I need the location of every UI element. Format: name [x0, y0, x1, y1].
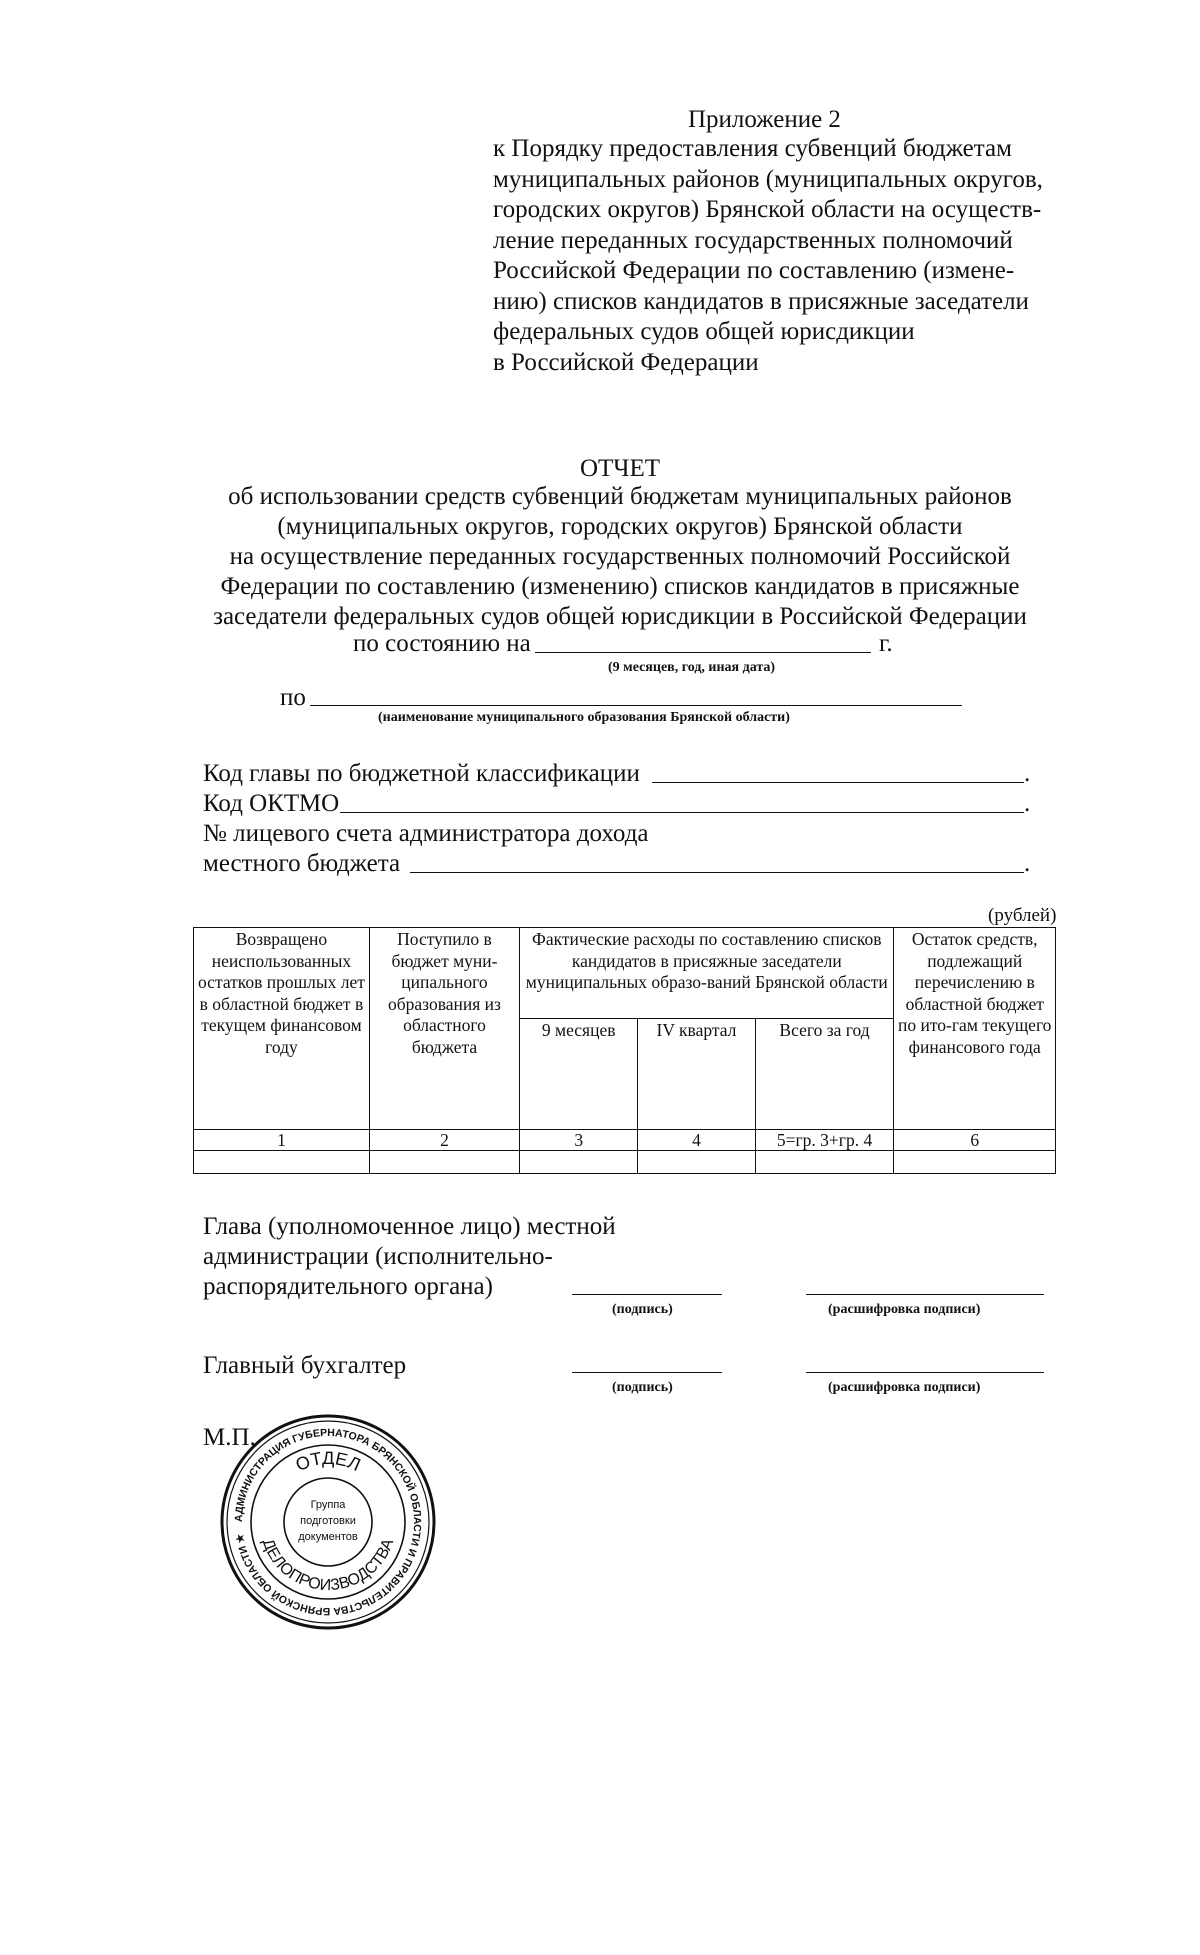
appendix-title: Приложение 2: [688, 106, 841, 133]
cell-q4[interactable]: [638, 1151, 755, 1174]
appendix-line: городских округов) Брянской области на осуществ-: [493, 196, 1042, 223]
head-line: Глава (уполномоченное лицо) местной: [203, 1213, 616, 1240]
as-of-date-field[interactable]: [535, 652, 871, 653]
appendix-line: федеральных судов общей юрисдикции: [493, 318, 915, 345]
report-subtitle: [150, 482, 1090, 632]
account-label-1: № лицевого счета администратора дохода: [203, 820, 649, 847]
accountant-decoding-hint: (расшифровка подписи): [828, 1380, 981, 1395]
column-number: 2: [369, 1130, 519, 1151]
chief-code-dot: .: [1024, 760, 1031, 787]
report-line: (муниципальных округов, городских округов) Брянской области: [277, 513, 963, 540]
cell-remainder[interactable]: [894, 1151, 1056, 1174]
report-line: об использовании средств субвенций бюджетам муниципальных районов: [228, 483, 1012, 510]
header-total-year: Всего за год: [755, 1019, 894, 1130]
report-line: на осуществление переданных государственных полномочий Российской: [229, 543, 1011, 570]
cell-received[interactable]: [369, 1151, 519, 1174]
chief-code-field[interactable]: [652, 782, 1024, 783]
column-number: 1: [194, 1130, 370, 1151]
account-dot: .: [1024, 850, 1031, 877]
municipality-field[interactable]: [310, 705, 962, 706]
as-of-hint: (9 месяцев, год, иная дата): [608, 660, 776, 675]
header-returned: Возвращено неиспользованных остатков прошлых лет в областной бюджет в текущем финансовом году: [194, 928, 370, 1130]
oktmo-field[interactable]: [340, 812, 1024, 813]
header-q4: IV квартал: [638, 1019, 755, 1130]
stamp-mid-top-text: ОТДЕЛ: [292, 1447, 364, 1476]
header-remainder: Остаток средств, подлежащий перечислению в областной бюджет по ито-гам текущего финансового года: [894, 928, 1056, 1130]
accountant-decoding-field[interactable]: [806, 1372, 1044, 1373]
header-actual-expenses: Фактические расходы по составлению списков кандидатов в присяжные заседатели муниципальных образо-ваний Брянской области: [520, 928, 894, 1019]
report-table: [193, 927, 1056, 1174]
seal-place-label: М.П.: [203, 1424, 256, 1451]
oktmo-label: Код ОКТМО: [203, 790, 340, 817]
stamp-center-line: Группа: [310, 1499, 346, 1511]
header-received: Поступило в бюджет муни-ципального образования из областного бюджета: [369, 928, 519, 1130]
appendix-text: [493, 134, 1043, 378]
report-title: ОТЧЕТ: [579, 455, 661, 482]
column-number: 3: [520, 1130, 638, 1151]
stamp-center-line: документов: [298, 1531, 358, 1543]
stamp: [218, 1412, 438, 1632]
by-label: по: [280, 684, 306, 711]
account-label-2: местного бюджета: [203, 850, 401, 877]
appendix-line: ление переданных государственных полномочий: [493, 226, 1013, 254]
head-signatory: [203, 1212, 616, 1302]
appendix-line: нию) списков кандидатов в присяжные заседатели: [493, 287, 1029, 315]
accountant-signature-field[interactable]: [572, 1372, 722, 1373]
cell-total-year[interactable]: [755, 1151, 894, 1174]
appendix-line: Российской Федерации по составлению (измене-: [493, 257, 1015, 284]
by-hint: (наименование муниципального образования Брянской области): [378, 710, 790, 725]
accountant-label: Главный бухгалтер: [203, 1352, 407, 1379]
head-line: распорядительного органа): [203, 1273, 493, 1300]
cell-returned[interactable]: [194, 1151, 370, 1174]
accountant-signature-hint: (подпись): [612, 1380, 673, 1395]
cell-nine-months[interactable]: [520, 1151, 638, 1174]
header-nine-months: 9 месяцев: [520, 1019, 638, 1130]
head-decoding-field[interactable]: [806, 1294, 1044, 1295]
year-suffix: г.: [879, 630, 893, 657]
chief-code-label: Код главы по бюджетной классификации: [203, 760, 640, 787]
table-unit: (рублей): [988, 905, 1057, 926]
account-field[interactable]: [410, 872, 1024, 873]
appendix-line: муниципальных районов (муниципальных округов,: [493, 165, 1043, 193]
report-line: заседатели федеральных судов общей юрисдикции в Российской Федерации: [213, 603, 1027, 630]
column-number: 6: [894, 1130, 1056, 1151]
oktmo-dot: .: [1024, 790, 1031, 817]
head-decoding-hint: (расшифровка подписи): [828, 1302, 981, 1317]
report-line: Федерации по составлению (изменению) списков кандидатов в присяжные: [220, 573, 1020, 600]
head-line: администрации (исполнительно-: [203, 1243, 553, 1270]
column-number: 4: [638, 1130, 755, 1151]
stamp-mid-bottom-text: ДЕЛОПРОИЗВОДСТВА: [258, 1536, 398, 1595]
column-number: 5=гр. 3+гр. 4: [755, 1130, 894, 1151]
as-of-label: по состоянию на: [353, 630, 531, 657]
stamp-center-line: подготовки: [300, 1515, 356, 1527]
appendix-line: в Российской Федерации: [493, 348, 759, 376]
head-signature-field[interactable]: [572, 1294, 722, 1295]
column-number-row: [194, 1130, 1056, 1151]
table-data-row: [194, 1151, 1056, 1174]
appendix-line: к Порядку предоставления субвенций бюджетам: [493, 135, 1012, 162]
head-signature-hint: (подпись): [612, 1302, 673, 1317]
table-header-row: [194, 928, 1056, 1019]
stamp-outer-text: АДМИНИСТРАЦИЯ ГУБЕРНАТОРА БРЯНСКОЙ ОБЛАСТИ И ПРАВИТЕЛЬСТВА БРЯНСКОЙ ОБЛАСТИ ★: [232, 1426, 424, 1618]
